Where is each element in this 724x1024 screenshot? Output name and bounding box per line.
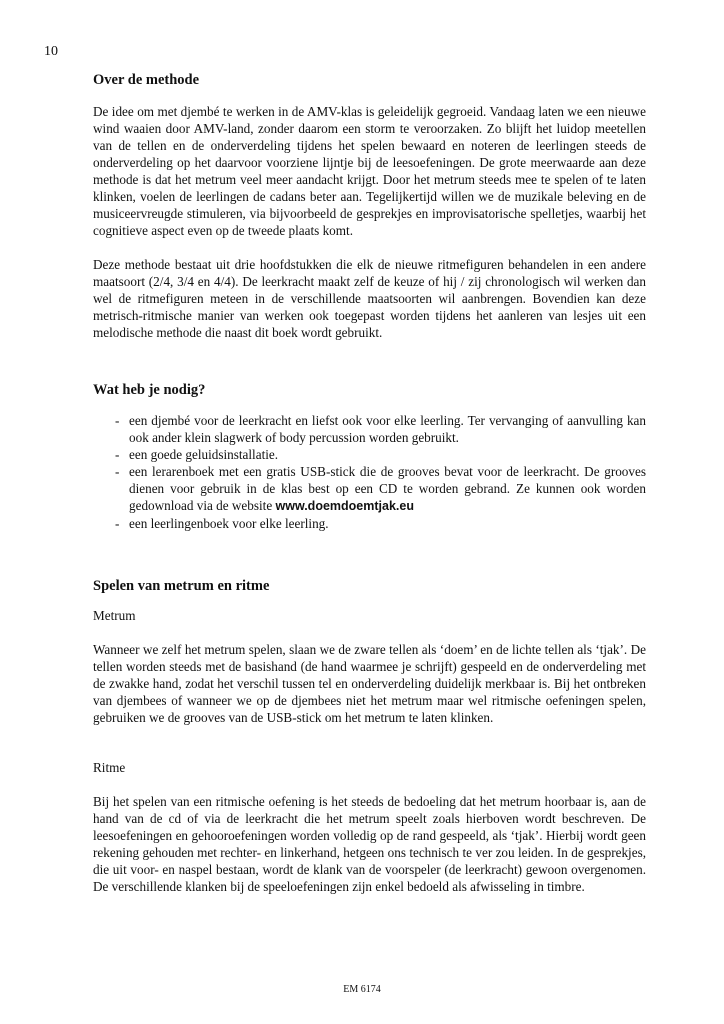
bullet-dash: - [115, 464, 120, 479]
paragraph-methode-2: Deze methode bestaat uit drie hoofdstukken die elk de nieuwe ritmefiguren behandelen in een andere maatsoort (2/4, 3/4 en 4/4). De leerkracht maakt zelf de keuze of hij / zij chronologisch wil werken dan wel de ritmefiguren meteen in de verschillende maatsoorten wil aanbrengen. Bovendien kan deze metrisch-ritmische manier van werken ook toegepast worden tijdens het aanleren van lesjes uit een melodische methode die naast dit boek wordt gebruikt. [93, 257, 646, 340]
list-item [93, 412, 646, 446]
list-item [93, 515, 646, 532]
subheading-metrum: Metrum [93, 608, 136, 623]
footer-code: EM 6174 [343, 984, 381, 995]
paragraph-metrum: Wanneer we zelf het metrum spelen, slaan we de zware tellen als ‘doem’ en de lichte tellen als ‘tjak’. De tellen worden steeds met de basishand (de hand waarmee je schrijft) gespeeld en de onderverdeling met de zwakke hand, zodat het verschil tussen tel en onderverdeling duidelijk merkbaar is. Bij het ontbreken van djembees of wanneer we op de djembees niet het metrum maar wel ritmische oefeningen spelen, gebruiken we de grooves van de USB-stick om het metrum te laten klinken. [93, 642, 646, 725]
heading-over-de-methode: Over de methode [93, 72, 200, 88]
paragraph-methode-1: De idee om met djembé te werken in de AMV-klas is geleidelijk gegroeid. Vandaag laten we een nieuwe wind waaien door AMV-land, zonder daarom een storm te veroorzaken. Zo blijft het luidop meetellen van de tellen en de onderverdeling tijdens het spelen bewaard en noteren de leerlingen steeds de onderverdeling op het daarvoor voorziene lijntje bij de leesoefeningen. De grote meerwaarde aan deze methode is dat het metrum veel meer aandacht krijgt. Door het metrum steeds mee te spelen of te laten klinken, voelen de leerlingen de cadans beter aan. Tegelijkertijd willen we de muzikale beleving en de musiceervreugde stimuleren, via bijvoorbeeld de gesprekjes en improvisatorische spelletjes, waarbij het cognitieve aspect even op de tweede plaats komt. [93, 104, 646, 238]
paragraph-ritme: Bij het spelen van een ritmische oefening is het steeds de bedoeling dat het metrum hoorbaar is, aan de hand van de cd of via de leerkracht die het metrum speelt zoals hierboven wordt beschreven. De leesoefeningen en gehooroefeningen worden volledig op de rand gespeeld, als ‘tjak’. Hierbij wordt geen rekening gehouden met rechter- en linkerhand, hetgeen ons technisch te ver zou leiden. In de gesprekjes, die uit voor- en naspel bestaan, wordt de klank van de voorspeler (de leerkracht) gewoon overgenomen. De verschillende klanken bij de speeloefeningen zijn enkel bedoeld als afwisseling in timbre. [93, 794, 646, 894]
heading-wat-heb-je-nodig: Wat heb je nodig? [93, 382, 206, 398]
list-item-text: een lerarenboek met een gratis USB-stick die de grooves bevat voor de leerkracht. De grooves dienen voor gebruik in de klas best op een CD te worden gebrand. Ze kunnen ook worden gedownload via de website [129, 464, 646, 513]
heading-spelen-van-metrum-en-ritme: Spelen van metrum en ritme [93, 578, 270, 594]
list-item-text: een djembé voor de leerkracht en liefst ook voor elke leerling. Ter vervanging of aanvulling kan ook ander klein slagwerk of body percussion worden gebruikt. [129, 413, 646, 445]
list-item [93, 463, 646, 515]
list-item-text: een leerlingenboek voor elke leerling. [129, 516, 329, 531]
materials-list [93, 412, 646, 532]
bullet-dash: - [115, 413, 120, 428]
bullet-dash: - [115, 447, 120, 462]
list-item [93, 446, 646, 463]
website-link[interactable]: www.doemdoemtjak.eu [275, 499, 414, 513]
page-content [93, 70, 646, 895]
bullet-dash: - [115, 516, 120, 531]
page-number: 10 [44, 44, 58, 59]
list-item-text: een goede geluidsinstallatie. [129, 447, 279, 462]
subheading-ritme: Ritme [93, 760, 126, 775]
